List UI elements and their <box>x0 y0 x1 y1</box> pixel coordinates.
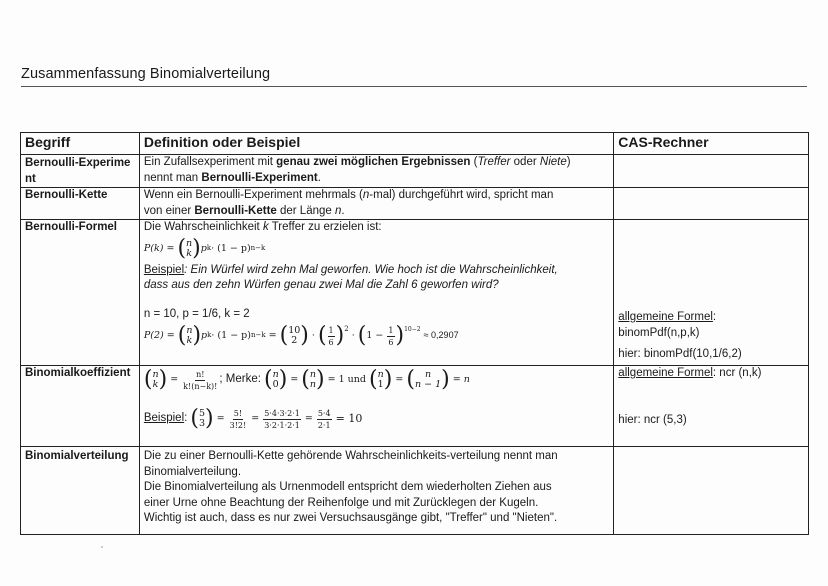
table-row <box>21 188 809 220</box>
complement-term: ( 1 − $\frac{1}{6}$ ) <box>357 323 405 348</box>
cas-bernoulli-formel <box>614 220 809 366</box>
header-begriff: Begriff <box>21 133 140 155</box>
example-fraction-3: $\frac{5\cdot 4}{2\cdot 1}$ <box>317 408 331 430</box>
cas-bernoulli-kette <box>614 188 809 220</box>
definition-binomialkoeffizient <box>139 366 613 447</box>
table-row <box>21 366 809 447</box>
definition-binomialverteilung: Die zu einer Bernoulli-Kette gehörende Wahrscheinlichkeits-verteilung nennt man Binomialverteilung. Die Binomialverteilung als Urnenmodell entspricht dem wiederholten Ziehen aus einer Urne ohne Beachtung der Reihenfolge und mit Zurücklegen der Kugeln. Wichtig ist auch, dass es nur zwei Versuchsausgänge gibt, "Treffer" und "Nieten". <box>139 447 613 535</box>
binom-n-0: ( n 0 ) <box>263 367 288 392</box>
cas-example: hier: binomPdf(10,1/6,2) <box>618 348 742 360</box>
definition-bernoulli-experiment: Ein Zufallsexperiment mit genau zwei möglichen Ergebnissen (Treffer oder Niete) nennt man Bernoulli-Experiment. <box>139 155 613 188</box>
fraction-one-sixth: ( $\frac{1}{6}$ ) <box>317 323 345 348</box>
term-bernoulli-experiment: Bernoulli-Experiment <box>21 155 140 188</box>
table-row <box>21 155 809 188</box>
example-calculation: P(2) = ( n k ) p k · (1 − p) n−k = ( 10 2 ) · ( $\frac{1}{6}$ ) $^2$ · ( 1 − $\frac{1}{6}$ ) $^{10-2}$ ≈ 0,2907 <box>143 323 459 348</box>
bernoulli-formula: P(k) = ( n k ) p k · (1 − p) n−k <box>143 235 266 261</box>
table-row <box>21 447 809 535</box>
factorial-fraction: $\frac{n!}{k!(n-k)!}$ <box>183 369 218 391</box>
example-fraction-1: $\frac{5!}{3!2!}$ <box>229 408 247 430</box>
binom-n-n-minus-1: ( n n − 1 ) <box>406 367 450 392</box>
definition-bernoulli-formel <box>139 220 613 366</box>
cas-binomialverteilung <box>614 447 809 535</box>
page-title: Zusammenfassung Binomialverteilung <box>21 66 271 82</box>
binomial-coefficient-definition: ( n k ) = $\frac{n!}{k!(n-k)!}$ ; Merke: ( n 0 ) = ( n n ) = 1 und ( n 1 ) = ( n n − 1 ) = n <box>143 367 470 392</box>
binom-n-k-def: ( n k ) <box>143 367 168 392</box>
term-binomialverteilung: Binomialverteilung <box>21 447 140 535</box>
definition-bernoulli-kette: Wenn ein Bernoulli-Experiment mehrmals (n-mal) durchgeführt wird, spricht man von einer Bernoulli-Kette der Länge n. <box>139 188 613 220</box>
binom-n-k-2: ( n k ) <box>177 323 202 348</box>
title-divider <box>21 86 807 87</box>
header-definition: Definition oder Beispiel <box>139 133 613 155</box>
term-bernoulli-formel: Bernoulli-Formel <box>21 220 140 366</box>
binom-n-n: ( n n ) <box>301 367 325 392</box>
table-header-row <box>21 133 809 155</box>
binom-n-1: ( n 1 ) <box>369 367 393 392</box>
binomial-coefficient-example: Beispiel : ( 5 3 ) = $\frac{5!}{3!2!}$ = $\frac{5\cdot 4\cdot 3\cdot 2\cdot 1}{3\cdot 2\cdot 1\cdot 2\cdot 1}$ = $\frac{5\cdot 4}{2\cdot 1}$ = 10 <box>143 406 363 431</box>
cas-general-ncr: allgemeine Formel: ncr (n,k) <box>618 367 762 379</box>
cas-bernoulli-experiment <box>614 155 809 188</box>
binom-10-2: ( 10 2 ) <box>279 323 309 348</box>
example-question: Beispiel: Ein Würfel wird zehn Mal geworfen. Wie hoch ist die Wahrscheinlichkeit, dass aus den zehn Würfen genau zwei Mal die Zahl 6 geworfen wird? <box>143 263 558 291</box>
cas-example-ncr: hier: ncr (5,3) <box>618 414 687 426</box>
cas-binomialkoeffizient <box>614 366 809 447</box>
binom-n-k: ( n k ) <box>177 235 201 261</box>
term-binomialkoeffizient: Binomialkoeffizient <box>21 366 140 447</box>
scan-speck <box>101 546 103 548</box>
summary-table <box>20 132 809 535</box>
binom-5-3: ( 5 3 ) <box>190 406 214 431</box>
example-params: n = 10, p = 1/6, k = 2 <box>143 307 250 320</box>
term-bernoulli-kette: Bernoulli-Kette <box>21 188 140 220</box>
formula-intro: Die Wahrscheinlichkeit k Treffer zu erzielen ist: <box>143 221 382 233</box>
header-cas: CAS-Rechner <box>614 133 809 155</box>
example-fraction-2: $\frac{5\cdot 4\cdot 3\cdot 2\cdot 1}{3\cdot 2\cdot 1\cdot 2\cdot 1}$ <box>264 408 300 430</box>
table-row <box>21 220 809 366</box>
cas-general-formula: allgemeine Formel: binomPdf(n,p,k) <box>618 311 717 339</box>
